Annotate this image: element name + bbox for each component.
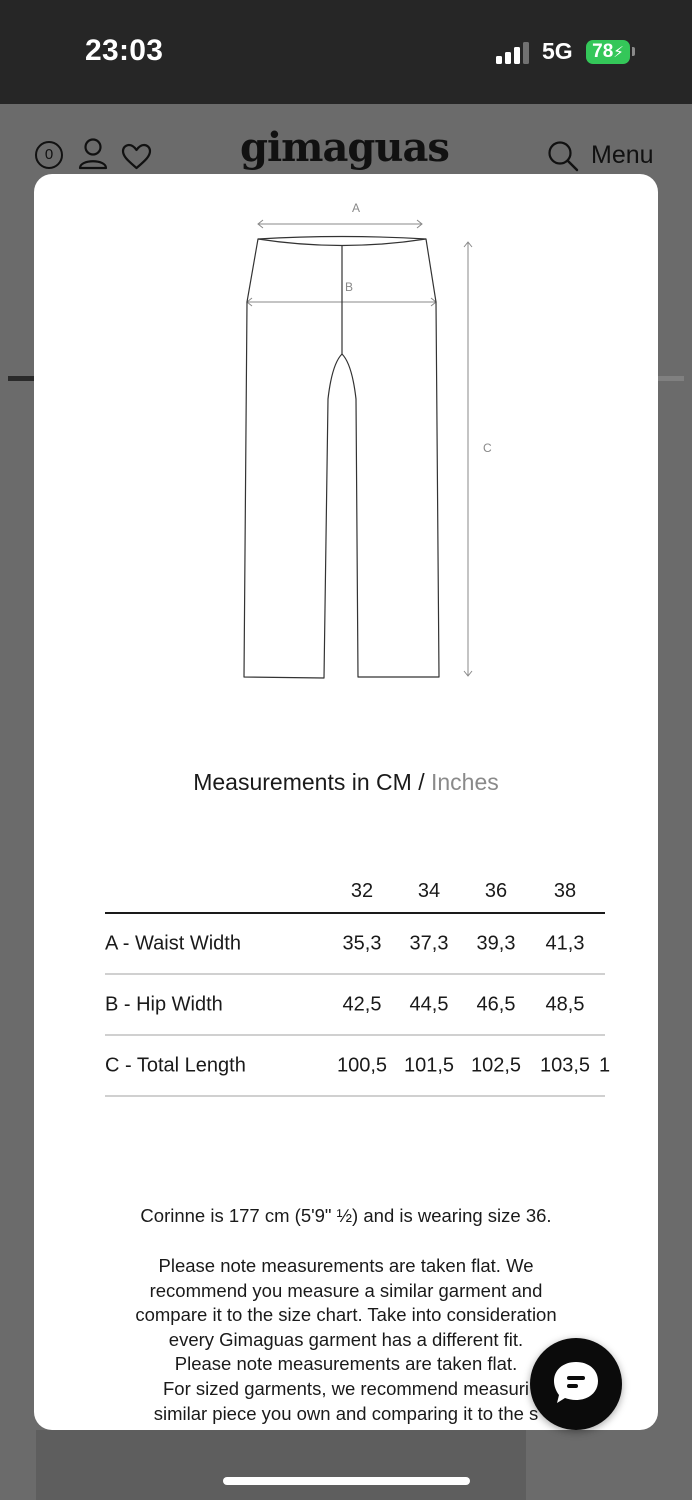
table-cell: 35,3 bbox=[342, 932, 382, 954]
status-bar bbox=[0, 0, 692, 104]
model-size-note: Corinne is 177 cm (5'9" ½) and is wearing size 36. bbox=[140, 1205, 552, 1226]
table-cell: 44,5 bbox=[409, 993, 449, 1015]
row-label: C - Total Length bbox=[105, 1054, 246, 1076]
size-header-row bbox=[105, 862, 605, 914]
table-cell: 48,5 bbox=[545, 993, 585, 1015]
table-cell: 101,5 bbox=[403, 1054, 455, 1076]
heart-icon[interactable] bbox=[121, 143, 152, 170]
battery-cap bbox=[632, 47, 635, 56]
dimension-label-b: B bbox=[345, 280, 354, 294]
table-row bbox=[105, 1036, 611, 1097]
unit-cm[interactable]: Measurements in CM bbox=[193, 769, 412, 795]
battery-level: 78 bbox=[592, 41, 614, 62]
table-cell: 103,5 bbox=[539, 1054, 591, 1076]
menu-button[interactable]: Menu bbox=[591, 141, 654, 169]
size-header: 38 bbox=[553, 880, 577, 902]
unit-toggle bbox=[34, 769, 658, 796]
table-row bbox=[105, 975, 605, 1036]
unit-inches[interactable]: Inches bbox=[430, 769, 499, 795]
size-guide-modal bbox=[34, 174, 658, 1430]
note-line: similar piece you own and comparing it to the s bbox=[153, 1402, 539, 1424]
chat-icon bbox=[530, 1338, 622, 1430]
home-indicator[interactable] bbox=[223, 1477, 470, 1485]
signal-icon bbox=[496, 42, 532, 64]
note-line: recommend you measure a similar garment and bbox=[149, 1279, 543, 1301]
search-icon[interactable] bbox=[547, 140, 579, 172]
table-row bbox=[105, 914, 605, 975]
table-cell: 39,3 bbox=[476, 932, 516, 954]
background-panel bbox=[36, 1430, 526, 1500]
brand-logo[interactable]: gimaguas bbox=[240, 124, 449, 171]
background-divider bbox=[8, 376, 34, 381]
status-time: 23:03 bbox=[85, 34, 164, 67]
note-line: Please note measurements are taken flat. We bbox=[158, 1255, 534, 1276]
chat-button[interactable] bbox=[530, 1338, 622, 1430]
note-line: For sized garments, we recommend measuri bbox=[162, 1377, 530, 1399]
cart-count: 0 bbox=[44, 146, 54, 163]
table-cell: 42,5 bbox=[342, 993, 382, 1015]
table-cell: 100,5 bbox=[336, 1054, 388, 1076]
row-label: B - Hip Width bbox=[105, 993, 223, 1015]
size-header: 34 bbox=[417, 880, 441, 902]
size-header: 36 bbox=[484, 880, 508, 902]
note-line: every Gimaguas garment has a different fit. bbox=[168, 1328, 524, 1350]
user-icon[interactable] bbox=[78, 138, 108, 170]
pants-diagram bbox=[230, 198, 520, 684]
cart-icon[interactable] bbox=[35, 141, 63, 169]
network-type: 5G bbox=[542, 38, 573, 64]
table-cell: 37,3 bbox=[409, 932, 449, 954]
battery-icon: 78⚡ bbox=[586, 40, 630, 64]
table-cell: 41,3 bbox=[545, 932, 585, 954]
unit-separator: / bbox=[418, 769, 425, 795]
note-line: compare it to the size chart. Take into consideration bbox=[135, 1304, 557, 1326]
table-cell: 102,5 bbox=[470, 1054, 522, 1076]
size-table bbox=[105, 862, 611, 1097]
table-cell-overflow: 1 bbox=[599, 1054, 611, 1076]
dimension-label-c: C bbox=[483, 441, 492, 455]
background-divider bbox=[658, 376, 684, 381]
size-header: 32 bbox=[350, 880, 374, 902]
dimension-label-a: A bbox=[352, 201, 361, 215]
note-line: Please note measurements are taken flat. bbox=[174, 1353, 518, 1375]
row-label: A - Waist Width bbox=[105, 932, 241, 954]
table-cell: 46,5 bbox=[476, 993, 516, 1015]
